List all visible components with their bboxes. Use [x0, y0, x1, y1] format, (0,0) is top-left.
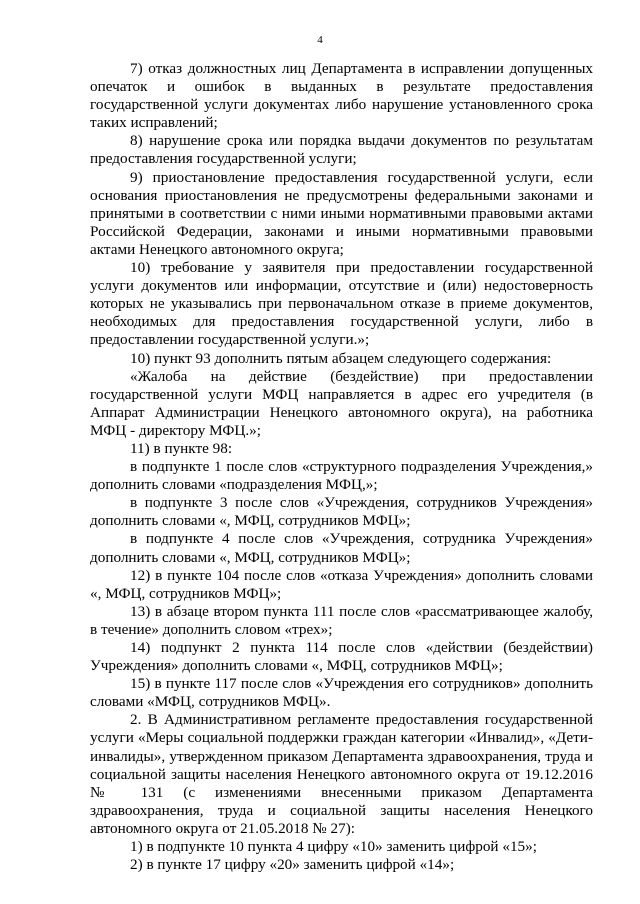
paragraph-point-104: 12) в пункте 104 после слов «отказа Учреждения» дополнить словами «, МФЦ, сотрудников МФЦ»;	[90, 566, 593, 602]
page-number: 4	[317, 34, 323, 46]
paragraph-item-7: 7) отказ должностных лиц Департамента в исправлении допущенных опечаток и ошибок в выданных в результате предоставления государственной услуги документах либо нарушение установленного срока таких исправлений;	[90, 60, 593, 132]
paragraph-subpoint-4: в подпункте 4 после слов «Учреждения, сотрудника Учреждения» дополнить словами «, МФЦ, сотрудников МФЦ»;	[90, 530, 593, 566]
document-body	[90, 60, 593, 874]
paragraph-point-117: 15) в пункте 117 после слов «Учреждения его сотрудников» дополнить словами «МФЦ, сотрудников МФЦ».	[90, 675, 593, 711]
paragraph-complaint-text: «Жалоба на действие (бездействие) при предоставлении государственной услуги МФЦ направляется в адрес его учредителя (в Аппарат Администрации Ненецкого автономного округа), на работника МФЦ - директору МФЦ.»;	[90, 367, 593, 439]
paragraph-amend-point-17: 2) в пункте 17 цифру «20» заменить цифрой «14»;	[130, 856, 455, 874]
paragraph-subpoint-3: в подпункте 3 после слов «Учреждения, сотрудников Учреждения» дополнить словами «, МФЦ, сотрудников МФЦ»;	[90, 494, 593, 530]
paragraph-point-93: 10) пункт 93 дополнить пятым абзацем следующего содержания:	[130, 349, 552, 367]
paragraph-point-111: 13) в абзаце втором пункта 111 после слов «рассматривающее жалобу, в течение» дополнить словом «трех»;	[90, 602, 593, 638]
paragraph-point-114: 14) подпункт 2 пункта 114 после слов «действии (бездействии) Учреждения» дополнить словами «, МФЦ, сотрудников МФЦ»;	[90, 639, 593, 675]
paragraph-item-10: 10) требование у заявителя при предоставлении государственной услуги документов или информации, отсутствие и (или) недостоверность которых не указывались при первоначальном отказе в приеме документов, необходимых для предоставления государственной услуги, либо в предоставлении государственной услуги.»;	[90, 259, 593, 349]
paragraph-subpoint-1: в подпункте 1 после слов «структурного подразделения Учреждения,» дополнить словами «подразделения МФЦ,»;	[90, 458, 593, 494]
paragraph-item-9: 9) приостановление предоставления государственной услуги, если основания приостановления не предусмотрены федеральными законами и принятыми в соответствии с ними иными нормативными правовыми актами Российской Федерации, законами и иными нормативными правовыми актами Ненецкого автономного округа;	[90, 168, 593, 258]
paragraph-point-98: 11) в пункте 98:	[130, 439, 233, 457]
paragraph-regulation-2: 2. В Административном регламенте предоставления государственной услуги «Меры социальной поддержки граждан категории «Инвалид», «Дети-инвалиды», утвержденном приказом Департамента здравоохранения, труда и социальной защиты населения Ненецкого автономного округа от 19.12.2016 № 131 (с изменениями внесенными приказом Департамента здравоохранения, труда и социальной защиты населения Ненецкого автономного округа от 21.05.2018 № 27):	[90, 711, 593, 837]
paragraph-item-8: 8) нарушение срока или порядка выдачи документов по результатам предоставления государственной услуги;	[90, 132, 593, 168]
paragraph-amend-point-4: 1) в подпункте 10 пункта 4 цифру «10» заменить цифрой «15»;	[130, 838, 537, 856]
